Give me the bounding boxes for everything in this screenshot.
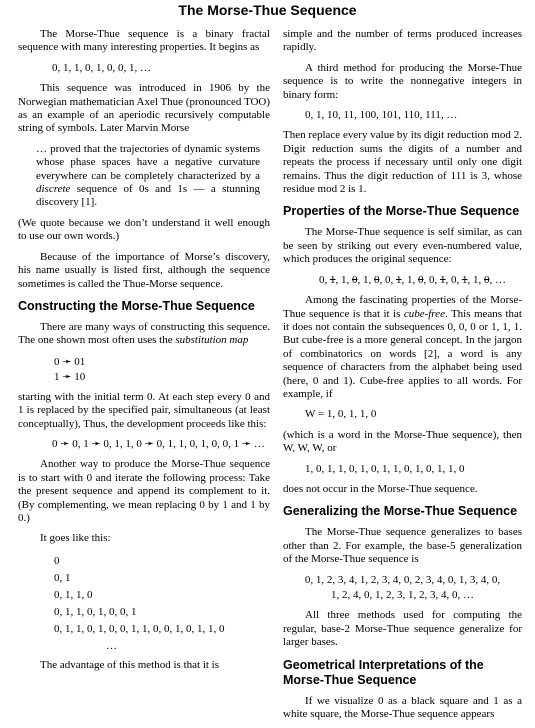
sequence-text: , 0, — [379, 273, 396, 286]
iteration-row: 0 — [54, 554, 60, 567]
iteration-list — [54, 553, 270, 655]
struck-digit: 1 — [440, 273, 446, 286]
map-rule: 0 ➛ 01 — [54, 355, 86, 368]
paragraph: Among the fascinating properties of the Morse-Thue sequence is that it is cube-free. This means that it does not contain the subsequences 0, 0, 0 or 1, 1, 1. But cube-free is a more general concept. In the jargon of combinatorics on words [2], a word is any sequence of characters from the alphabet being used (here, 0 and 1). Cube-free applies to all words. For example, if — [283, 294, 522, 400]
sequence-text: , — [324, 273, 330, 286]
paragraph: does not occur in the Morse-Thue sequence. — [283, 482, 478, 495]
paragraph: Because of the importance of Morse’s discovery, his name usually is listed first, although the sequence sometimes is called the Thue-Morse sequence. — [18, 250, 270, 290]
section-heading: Geometrical Interpretations of the Morse-Thue Sequence — [283, 657, 484, 687]
paragraph: (which is a word in the Morse-Thue sequence), then W, W, W, or — [283, 428, 522, 455]
sequence-text: , … — [489, 273, 506, 286]
paragraph: simple and the number of terms produced increases rapidly. — [283, 28, 522, 54]
sequence-text: , 1, — [467, 273, 484, 286]
section-heading: Properties of the Morse-Thue Sequence — [283, 204, 520, 219]
repeated-word: 1, 0, 1, 1, 0, 1, 0, 1, 1, 0, 1, 0, 1, 1, 0 — [305, 462, 465, 475]
paragraph: A third method for producing the Morse-Thue sequence is to write the nonnegative integers in binary form: — [283, 61, 522, 101]
development-equation: 0 ➛ 0, 1 ➛ 0, 1, 1, 0 ➛ 0, 1, 1, 0, 1, 0, 0, 1 ➛ … — [52, 437, 265, 450]
emphasis: cube-free — [403, 307, 445, 320]
sequence-text: 0 — [319, 273, 325, 286]
struck-digit: 0 — [418, 273, 424, 286]
iteration-row: 0, 1, 1, 0, 1, 0, 0, 1, 1, 0, 0, 1, 0, 1, 1, 0 — [54, 622, 225, 635]
page-title: The Morse-Thue Sequence — [178, 2, 357, 18]
section-heading: Generalizing the Morse-Thue Sequence — [283, 504, 518, 519]
iteration-row: 0, 1, 1, 0, 1, 0, 0, 1 — [54, 605, 137, 618]
sequence-equation: 0, 1, 1, 0, 1, 0, 0, 1, … — [52, 61, 151, 74]
struck-digit: 0 — [484, 273, 490, 286]
paragraph: starting with the initial term 0. At each step every 0 and 1 is replaced by the specified pair, simultaneous (at least conceptually), Thus, the development proceeds like this: — [18, 390, 270, 430]
word-equation: W = 1, 0, 1, 1, 0 — [305, 408, 377, 421]
emphasis: discrete — [36, 183, 71, 196]
iteration-row: 0, 1, 1, 0 — [54, 588, 93, 601]
map-rule: 1 ➛ 10 — [54, 370, 86, 383]
struck-digit: 1 — [396, 273, 402, 286]
struck-sequence — [283, 274, 522, 287]
struck-digit: 1 — [330, 273, 336, 286]
paragraph: Another way to produce the Morse-Thue sequence is to start with 0 and iterate the following process: Take the present sequence and append its complement to it. (By complementing, we mean replacing 0 by 1 and 1 by 0.) — [18, 458, 270, 524]
substitution-map — [54, 355, 270, 385]
paragraph: The Morse-Thue sequence generalizes to bases other than 2. For example, the base-5 generalization of the Morse-Thue sequence is — [283, 526, 522, 566]
iteration-row: 0, 1 — [54, 571, 71, 584]
sequence-text: , 1, — [357, 273, 374, 286]
binary-sequence: 0, 1, 10, 11, 100, 101, 110, 111, … — [305, 109, 458, 122]
paragraph: The advantage of this method is that it is — [40, 658, 220, 671]
base5-sequence-line: 1, 2, 4, 0, 1, 2, 3, 1, 2, 3, 4, 0, … — [331, 589, 474, 601]
sequence-text: , 1, — [335, 273, 352, 286]
paragraph: The Morse-Thue sequence is self similar, as can be seen by striking out every even-numbered value, which produces the original sequence: — [283, 226, 522, 266]
sequence-text: , 0, — [423, 273, 440, 286]
left-column — [18, 28, 270, 679]
struck-digit: 0 — [374, 273, 380, 286]
paragraph: This sequence was introduced in 1906 by the Norwegian mathematician Axel Thue (pronounced TOO) as an example of an aperiodic recursively computable string of symbols. Later Marvin Morse — [18, 82, 271, 135]
iteration-ellipsis: … — [106, 639, 117, 652]
base5-sequence-line: 0, 1, 2, 3, 4, 1, 2, 3, 4, 0, 2, 3, 4, 0, 1, 3, 4, 0, — [304, 573, 501, 586]
paragraph: There are many ways of constructing this sequence. The one shown most often uses the substitution map — [18, 320, 270, 347]
section-heading: Constructing the Morse-Thue Sequence — [18, 298, 255, 313]
right-column — [283, 28, 522, 728]
paragraph: The Morse-Thue sequence is a binary fractal sequence with many interesting properties. It begins as — [18, 28, 270, 54]
paragraph: Then replace every value by its digit reduction mod 2. Digit reduction sums the digits of a number and repeats the process if necessary until only one digit remains. Thus the digit reduction of 111 is 3, whose residue mod 2 is 1. — [283, 129, 522, 196]
paragraph: If we visualize 0 as a black square and 1 as a white square, the Morse-Thue sequence appears — [283, 694, 522, 721]
struck-digit: 1 — [462, 273, 468, 286]
paragraph: It goes like this: — [40, 532, 111, 545]
struck-digit: 0 — [352, 273, 358, 286]
paragraph: All three methods used for computing the regular, base-2 Morse-Thue sequence generalize for larger bases. — [283, 609, 522, 649]
block-quote: … proved that the trajectories of dynamic systems whose phase spaces have a negative curvature everywhere can be completely characterized by a discrete sequence of 0s and 1s — a stunning discovery [1]. — [36, 142, 260, 209]
paragraph: (We quote because we don’t understand it well enough to use our own words.) — [18, 216, 270, 243]
sequence-text: , 1, — [401, 273, 418, 286]
emphasis: substitution map — [175, 334, 249, 347]
sequence-text: , 0, — [445, 273, 462, 286]
